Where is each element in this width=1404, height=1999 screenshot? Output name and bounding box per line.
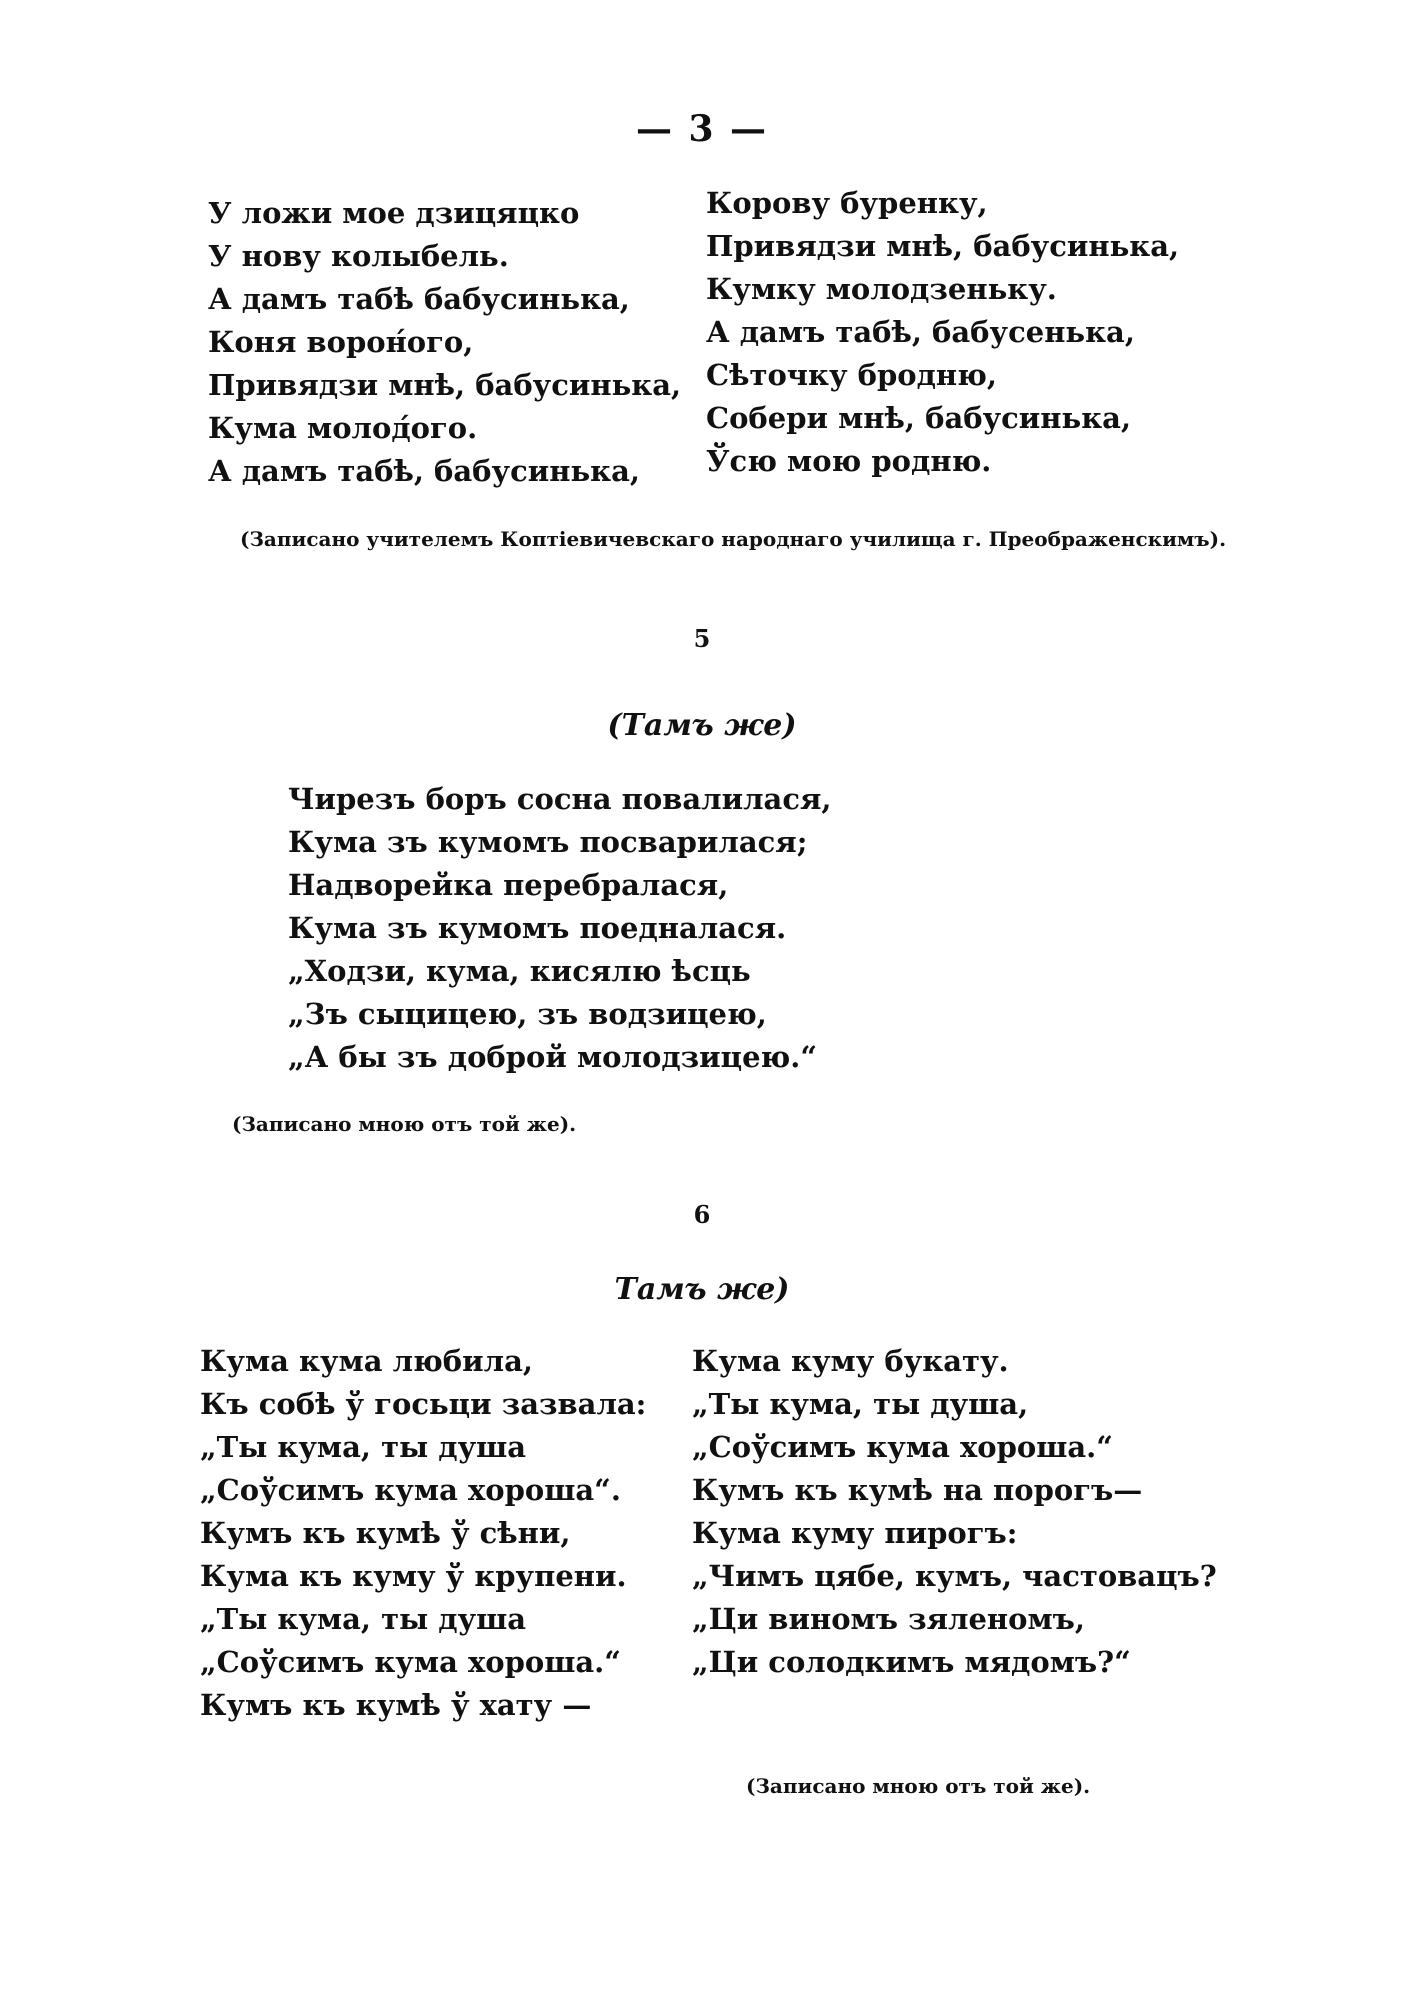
verse-line: „Соўсимъ кума хороша.“ <box>692 1430 1113 1464</box>
verse-line: Коня ворон́ого, <box>208 325 474 359</box>
verse-line: Надворейка перебралася, <box>288 868 729 902</box>
song4-left-column <box>208 192 681 493</box>
verse-line: Къ собѣ ў госьци зазвала: <box>200 1387 647 1421</box>
verse-line: Ўсю мою родню. <box>706 444 992 478</box>
verse-line: „Соўсимъ кума хороша“. <box>200 1473 621 1507</box>
verse-line: А дамъ табѣ, бабусинька, <box>208 454 640 488</box>
song5-source-note: (Записано мною отъ той же). <box>232 1112 577 1136</box>
verse-line: А дамъ табѣ, бабусенька, <box>706 315 1135 349</box>
verse-line: „Ци солодкимъ мядомъ?“ <box>692 1645 1131 1679</box>
verse-line: „Ты кума, ты душа, <box>692 1387 1029 1421</box>
verse-line: „Соўсимъ кума хороша.“ <box>200 1645 621 1679</box>
verse-line: Кума куму пирогъ: <box>692 1516 1018 1550</box>
verse-line: У ложи мое дзицяцко <box>208 196 580 230</box>
verse-line: „Ты кума, ты душа <box>200 1602 527 1636</box>
verse-line: Кума молод́ого. <box>208 411 478 445</box>
song6-right-column <box>692 1340 1217 1684</box>
verse-line: „Чимъ цябе, кумъ, частовацъ? <box>692 1559 1217 1593</box>
song5-number: 5 <box>693 624 711 653</box>
verse-line: „Ходзи, кума, кисялю ѣсць <box>288 954 751 988</box>
song6-subtitle: Тамъ же) <box>614 1272 790 1307</box>
song4-right-column <box>706 182 1179 483</box>
verse-line: „Зъ сыцицею, зъ водзицею, <box>288 997 767 1031</box>
verse-line: А дамъ табѣ бабусинька, <box>208 282 630 316</box>
verse-line: Кумъ къ кумѣ ў хату — <box>200 1688 592 1722</box>
verse-line: Кумку молодзеньку. <box>706 272 1057 306</box>
verse-line: Кума къ куму ў крупени. <box>200 1559 627 1593</box>
song6-source-note: (Записано мною отъ той же). <box>746 1774 1091 1798</box>
verse-line: Сѣточку бродню, <box>706 358 997 392</box>
song4-source-note: (Записано учителемъ Коптіевичевскаго народнаго училища г. Преображенскимъ). <box>240 527 1227 551</box>
verse-line: Кума зъ кумомъ поедналася. <box>288 911 787 945</box>
verse-line: „Ты кума, ты душа <box>200 1430 527 1464</box>
page-number: — 3 — <box>635 108 769 150</box>
verse-line: Привядзи мнѣ, бабусинька, <box>208 368 682 402</box>
verse-line: Привядзи мнѣ, бабусинька, <box>706 229 1180 263</box>
song6-left-column <box>200 1340 646 1727</box>
song6-number: 6 <box>693 1200 711 1229</box>
verse-line: Кума зъ кумомъ посварилася; <box>288 825 808 859</box>
verse-line: Кума кума любила, <box>200 1344 533 1378</box>
verse-line: Корову буренку, <box>706 186 988 220</box>
verse-line: „А бы зъ доброй молодзицею.“ <box>288 1040 818 1074</box>
verse-line: Кумъ къ кумѣ на порогъ— <box>692 1473 1143 1507</box>
song5-verse <box>288 778 832 1079</box>
song5-subtitle: (Тамъ же) <box>607 708 797 743</box>
verse-line: У нову колыбель. <box>208 239 509 273</box>
verse-line: Чирезъ боръ сосна повалилася, <box>288 782 832 816</box>
verse-line: „Ци виномъ зяленомъ, <box>692 1602 1086 1636</box>
verse-line: Кумъ къ кумѣ ў сѣни, <box>200 1516 571 1550</box>
verse-line: Кума куму букату. <box>692 1344 1009 1378</box>
verse-line: Собери мнѣ, бабусинька, <box>706 401 1132 435</box>
